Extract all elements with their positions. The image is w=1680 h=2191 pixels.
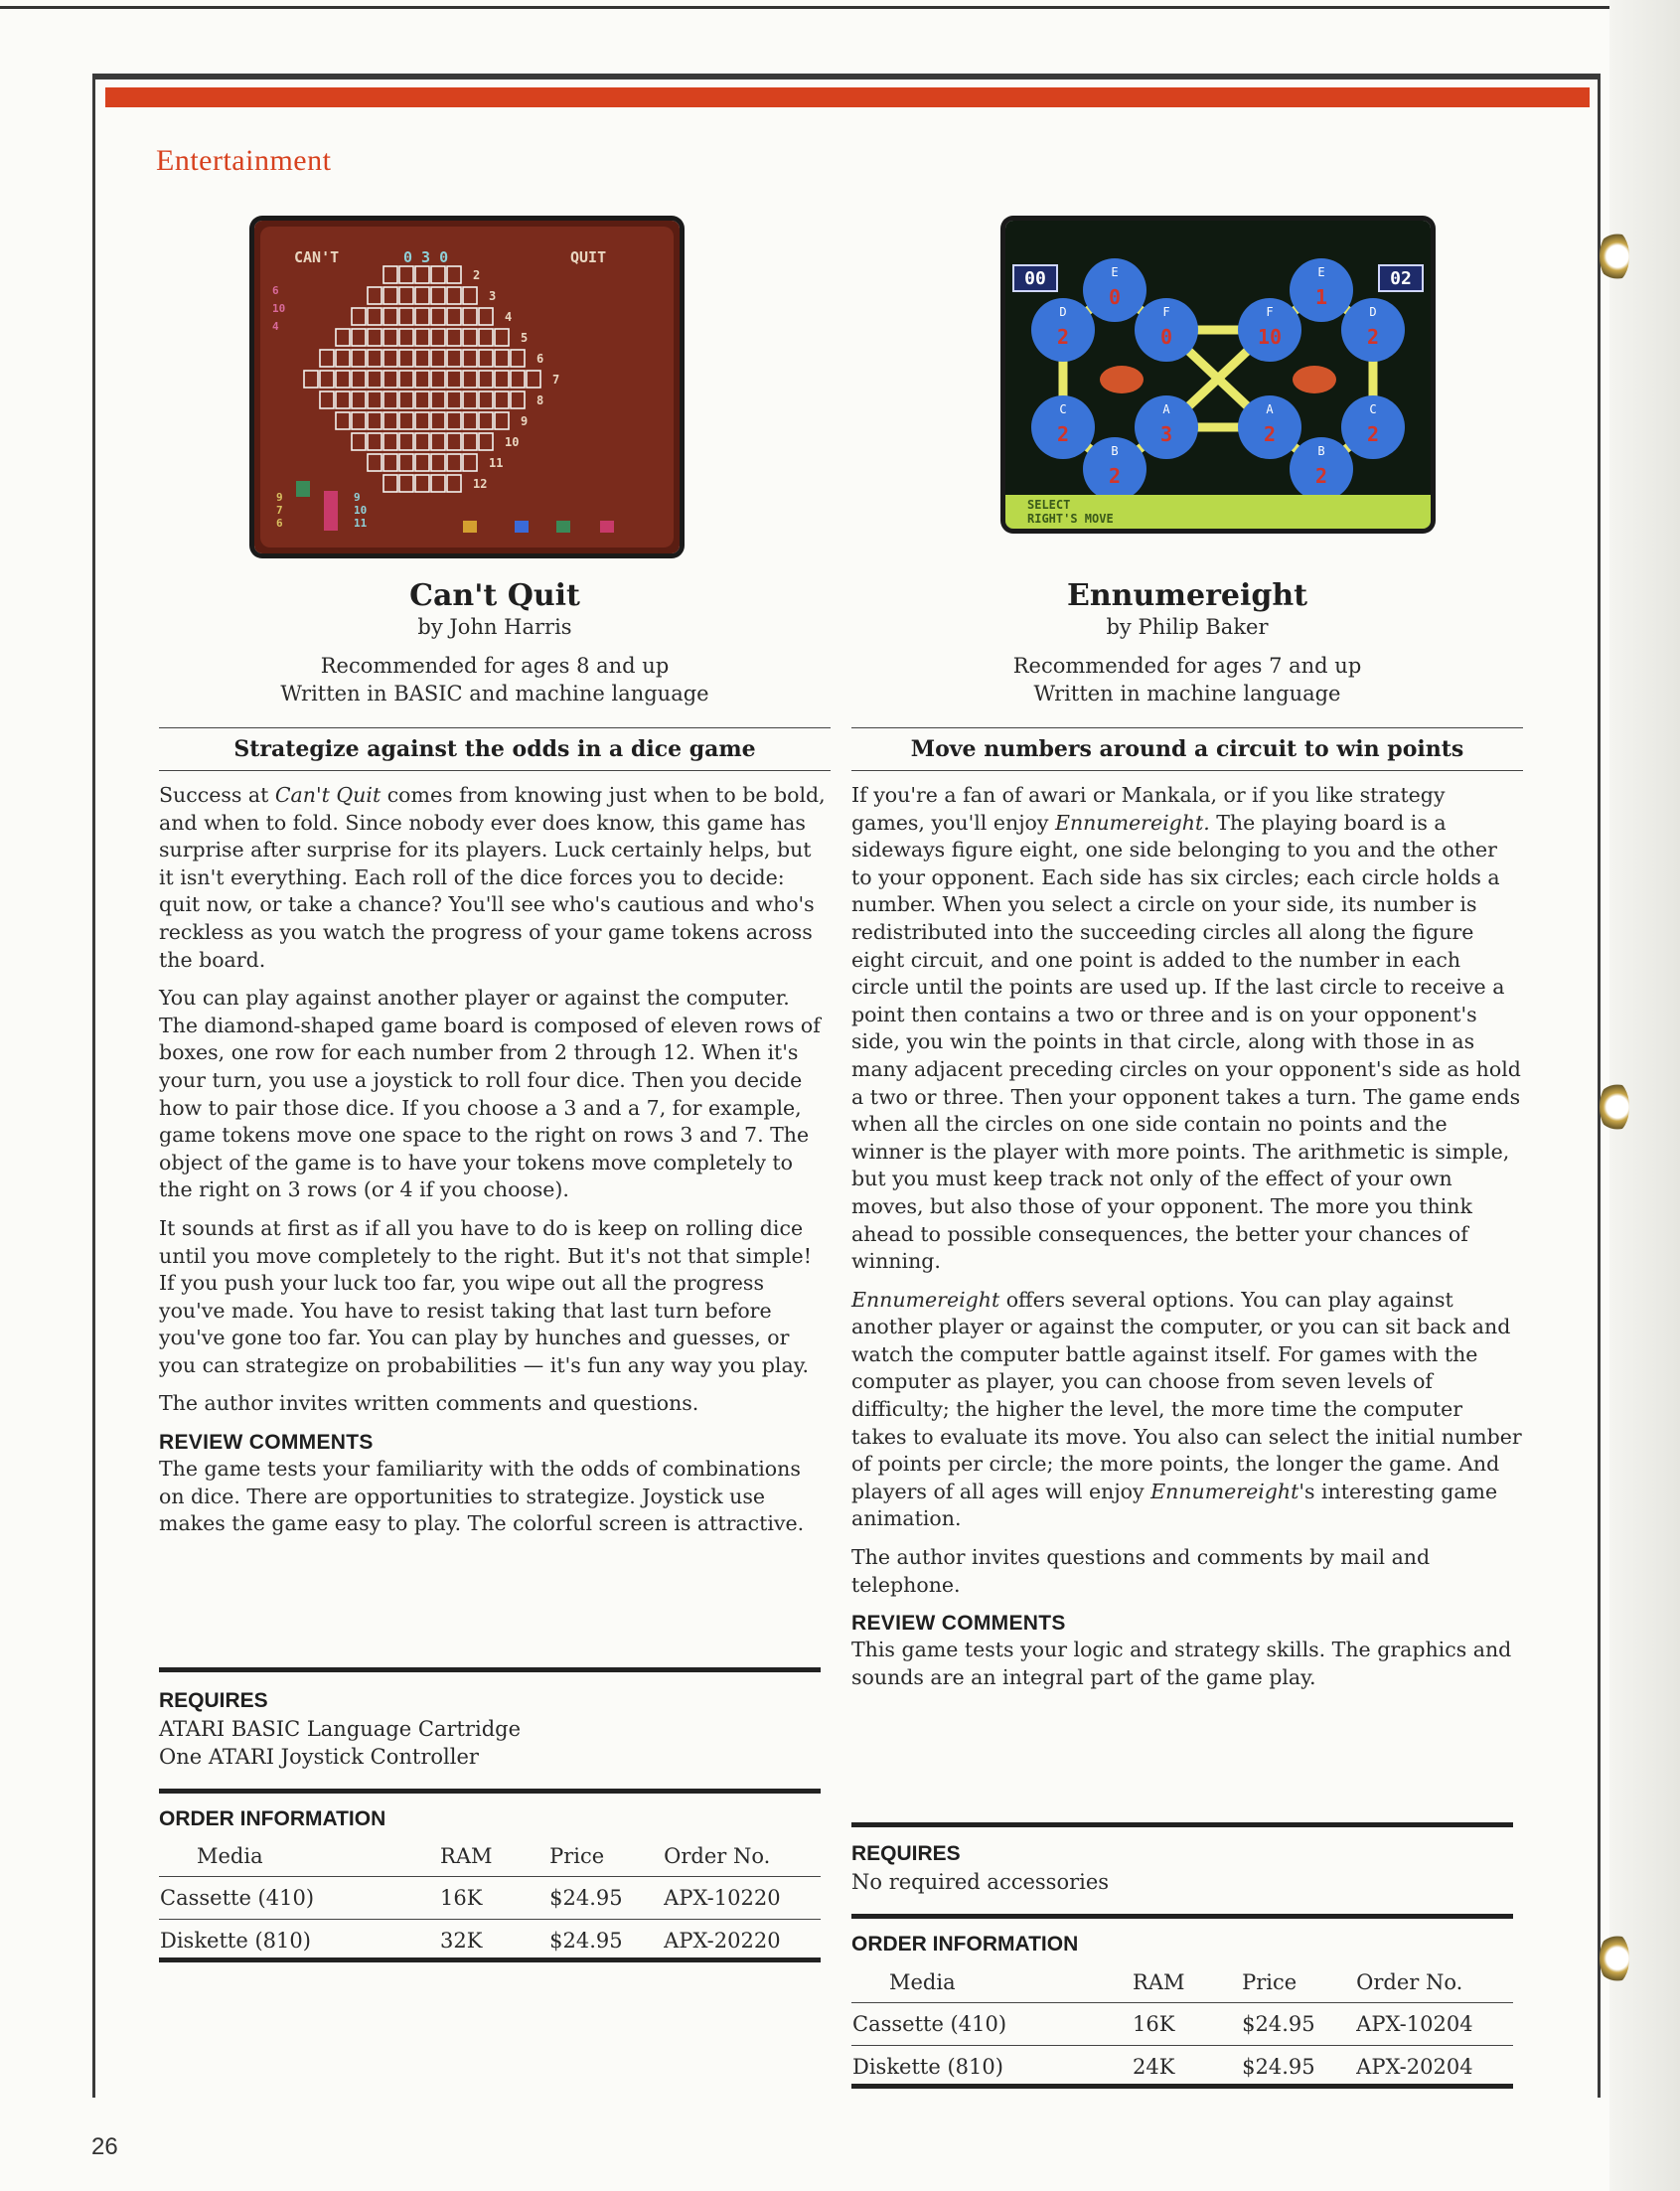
circle-value: 1 bbox=[1314, 285, 1328, 309]
paragraph: It sounds at first as if all you have to do is keep on rolling dice until you move completely to the right. But it's not that simple! If you push your luck too far, you wipe out all the progress you've made. You have to resist taking that last turn before you've gone too far. You can play by hunches and guesses, or you can strategize on probabilities — it's fun any way you play. bbox=[159, 1215, 812, 1377]
cant-quit-screenshot bbox=[254, 221, 680, 553]
circle-value: 0 bbox=[1108, 285, 1122, 309]
paragraph: The author invites questions and comments by mail and telephone. bbox=[851, 1545, 1431, 1597]
row-number: 3 bbox=[489, 289, 497, 303]
bottom-number: 9 bbox=[276, 491, 283, 504]
circle-label: C bbox=[1369, 402, 1377, 416]
order-table bbox=[851, 1962, 1513, 2088]
price-cell: $24.95 bbox=[1242, 2055, 1315, 2079]
order-table bbox=[159, 1836, 821, 1961]
requires-item: One ATARI Joystick Controller bbox=[159, 1745, 479, 1769]
circle-value: 2 bbox=[1056, 325, 1070, 349]
circle-value: 2 bbox=[1056, 422, 1070, 446]
bottom-number: 11 bbox=[354, 517, 368, 530]
requires-heading: REQUIRES bbox=[159, 1689, 268, 1712]
circle-label: E bbox=[1317, 265, 1325, 279]
circle-value: 3 bbox=[1159, 422, 1173, 446]
recommended-ages: Recommended for ages 8 and up bbox=[320, 654, 670, 678]
paragraph: If you're a fan of awari or Mankala, or if you like strategy games, you'll enjoy Ennumereight. The playing board is a sideways figure eight, one side belonging to you and the other to your opponent. Each side has six circles; each circle holds a number. When you select a circle on your side, its number is redistributed into the succeeding circles all along the figure eight circuit, and one point is added to the number in each circle until the points are used up. If the last circle to receive a point then contains a two or three and is on your opponent's side, you win the points in that circle, along with those in as many adjacent preceding circles on your opponent's side as hold a two or three. Then your opponent takes a turn. The game ends when all the circles on one side contain no points and the winner is the player with more points. The arithmetic is simple, but you must keep track not only of the effect of your own moves, but also those of your opponent. The more you think ahead to possible consequences, the better your chances of winning. bbox=[851, 783, 1521, 1274]
section-heading: Entertainment bbox=[156, 144, 332, 177]
screen-header-right: QUIT bbox=[570, 248, 607, 266]
column-header: Price bbox=[548, 1836, 663, 1877]
section-rule bbox=[851, 1914, 1513, 1919]
circle-value: 2 bbox=[1108, 464, 1122, 488]
ram-cell: 16K bbox=[1132, 2003, 1241, 2046]
score-left: 00 bbox=[1024, 268, 1046, 289]
circle-label: F bbox=[1266, 305, 1274, 319]
row-number: 6 bbox=[536, 352, 544, 366]
column-header: Media bbox=[851, 1962, 1132, 2003]
written-language: Written in machine language bbox=[1033, 682, 1341, 705]
row-number: 12 bbox=[473, 477, 488, 491]
column-header: RAM bbox=[439, 1836, 548, 1877]
order-heading-block bbox=[851, 1931, 1523, 1958]
order-heading: ORDER INFORMATION bbox=[851, 1933, 1079, 1956]
order-heading-block bbox=[159, 1805, 831, 1833]
frame-top bbox=[92, 74, 1601, 79]
bottom-number: 10 bbox=[354, 504, 368, 517]
circle-value: 2 bbox=[1263, 422, 1277, 446]
price-cell: $24.95 bbox=[1241, 2003, 1355, 2046]
tagline-box bbox=[851, 727, 1523, 771]
order-no-cell: APX-10204 bbox=[1355, 2003, 1513, 2046]
table-row bbox=[159, 1920, 821, 1962]
circle-label: B bbox=[1317, 444, 1325, 458]
bottom-number: 6 bbox=[276, 517, 283, 530]
side-number: 10 bbox=[272, 302, 286, 315]
score-right: 02 bbox=[1390, 268, 1412, 289]
ennumereight-screenshot bbox=[1005, 221, 1431, 529]
review-heading: REVIEW COMMENTS bbox=[159, 1431, 374, 1455]
row-number: 10 bbox=[505, 435, 520, 449]
screen-header-left: CAN'T bbox=[294, 248, 340, 266]
order-no-cell: APX-20220 bbox=[664, 1929, 781, 1953]
requires-heading: REQUIRES bbox=[851, 1842, 961, 1865]
paragraph: Success at Can't Quit comes from knowing just when to be bold, and when to fold. Since nobody ever does know, this game has surprise after surprise for its players. Luck certainly helps, but it isn't everything. Each roll of the dice forces you to decide: quit now, or take a chance? You'll see who's cautious and who's reckless as you watch the progress of your game tokens across the board. bbox=[159, 783, 826, 972]
section-rule bbox=[851, 1822, 1513, 1827]
top-edge-line bbox=[0, 6, 1680, 9]
frame-right bbox=[1598, 76, 1601, 2098]
written-language: Written in BASIC and machine language bbox=[280, 682, 709, 705]
binder-ring bbox=[1600, 231, 1629, 282]
order-no-cell: APX-20204 bbox=[1356, 2055, 1473, 2079]
review-heading: REVIEW COMMENTS bbox=[851, 1612, 1066, 1636]
circle-label: E bbox=[1111, 265, 1119, 279]
ram-cell: 24K bbox=[1133, 2055, 1175, 2079]
section-color-bar bbox=[105, 87, 1590, 107]
circle-label: F bbox=[1162, 305, 1170, 319]
column-header: Order No. bbox=[663, 1836, 821, 1877]
circle-label: A bbox=[1162, 402, 1170, 416]
ennumereight-screen bbox=[1005, 221, 1431, 529]
binder-ring bbox=[1600, 1933, 1629, 1984]
tagline-box bbox=[159, 727, 831, 771]
section-rule bbox=[159, 1789, 821, 1794]
order-heading: ORDER INFORMATION bbox=[159, 1807, 386, 1830]
column-header: Order No. bbox=[1355, 1962, 1513, 2003]
order-header-row bbox=[159, 1836, 821, 1877]
price-cell: $24.95 bbox=[548, 1877, 663, 1920]
media-cell: Diskette (810) bbox=[852, 2055, 1003, 2079]
product-meta bbox=[159, 652, 831, 707]
requires-item: ATARI BASIC Language Cartridge bbox=[159, 1717, 522, 1741]
row-number: 5 bbox=[521, 331, 529, 345]
section-rule bbox=[159, 1667, 821, 1672]
side-number: 6 bbox=[272, 284, 279, 297]
circle-label: D bbox=[1059, 305, 1067, 319]
order-no-cell: APX-10220 bbox=[663, 1877, 821, 1920]
recommended-ages: Recommended for ages 7 and up bbox=[1012, 654, 1362, 678]
requires-item: No required accessories bbox=[851, 1870, 1110, 1894]
row-number: 8 bbox=[536, 393, 544, 407]
table-row bbox=[851, 2046, 1513, 2089]
tagline: Strategize against the odds in a dice game bbox=[233, 736, 756, 762]
paragraph: Ennumereight offers several options. You can play against another player or against the computer, or you can sit back and watch the computer battle against itself. For games with the computer as player, you can choose from seven levels of difficulty; the higher the level, the more time the computer takes to evaluate its move. You also can select the initial number of points per circle; the more points, the longer the game. And players of all ages will enjoy Ennumereight's interesting game animation. bbox=[851, 1287, 1522, 1531]
paragraph: The author invites written comments and questions. bbox=[159, 1391, 699, 1416]
table-row bbox=[851, 2003, 1513, 2046]
circle-value: 2 bbox=[1366, 422, 1380, 446]
bottom-number: 9 bbox=[354, 491, 361, 504]
circle-value: 10 bbox=[1257, 325, 1283, 349]
media-cell: Cassette (410) bbox=[851, 2003, 1132, 2046]
circle-label: D bbox=[1369, 305, 1377, 319]
order-header-row bbox=[851, 1962, 1513, 2003]
circle-label: C bbox=[1059, 402, 1067, 416]
product-title: Can't Quit bbox=[409, 578, 580, 613]
side-number: 4 bbox=[272, 320, 279, 333]
media-cell: Cassette (410) bbox=[159, 1877, 439, 1920]
review-comments: The game tests your familiarity with the odds of combinations on dice. There are opportunities to strategize. Joystick use makes the game easy to play. The colorful screen is attractive. bbox=[159, 1457, 805, 1536]
column-header: RAM bbox=[1132, 1962, 1241, 2003]
product-author: by John Harris bbox=[417, 615, 572, 639]
section-rule bbox=[159, 1957, 821, 1962]
product-author: by Philip Baker bbox=[1106, 615, 1269, 639]
circle-value: 2 bbox=[1366, 325, 1380, 349]
row-number: 9 bbox=[521, 414, 529, 428]
media-cell: Diskette (810) bbox=[160, 1929, 311, 1953]
screen-header-digits: 0 3 0 bbox=[403, 248, 449, 266]
row-number: 4 bbox=[505, 310, 513, 324]
row-number: 7 bbox=[552, 373, 560, 387]
column-header: Price bbox=[1241, 1962, 1355, 2003]
row-number: 2 bbox=[473, 268, 481, 282]
column-header: Media bbox=[159, 1836, 439, 1877]
frame-left bbox=[92, 76, 95, 2098]
section-rule bbox=[851, 2084, 1513, 2089]
price-cell: $24.95 bbox=[549, 1929, 623, 1953]
cant-quit-screen bbox=[254, 221, 680, 553]
tagline: Move numbers around a circuit to win points bbox=[910, 736, 1464, 762]
bottom-number: 7 bbox=[276, 504, 283, 517]
table-row bbox=[159, 1877, 821, 1920]
review-comments: This game tests your logic and strategy skills. The graphics and sounds are an integral part of the game play. bbox=[851, 1638, 1512, 1689]
status-line-1: SELECT bbox=[1027, 498, 1071, 512]
status-line-2: RIGHT'S MOVE bbox=[1027, 512, 1114, 526]
description bbox=[851, 782, 1523, 1702]
circle-label: B bbox=[1111, 444, 1119, 458]
paragraph: You can play against another player or against the computer. The diamond-shaped game board is composed of eleven rows of boxes, one row for each number from 2 through 12. When it's your turn, you use a joystick to roll four dice. Then you decide how to pair those dice. If you choose a 3 and a 7, for example, game tokens move one space to the right on rows 3 and 7. The object of the game is to have your tokens move completely to the right on 3 rows (or 4 if you choose). bbox=[159, 986, 821, 1202]
product-title: Ennumereight bbox=[1066, 578, 1308, 613]
product-meta bbox=[851, 652, 1523, 707]
ram-cell: 32K bbox=[440, 1929, 483, 1953]
description bbox=[159, 782, 831, 1549]
circle-value: 0 bbox=[1159, 325, 1173, 349]
circle-value: 2 bbox=[1314, 464, 1328, 488]
requires-block bbox=[159, 1687, 831, 1771]
circle-label: A bbox=[1266, 402, 1274, 416]
requires-block bbox=[851, 1840, 1523, 1896]
binder-ring bbox=[1600, 1081, 1629, 1133]
row-number: 11 bbox=[489, 456, 504, 470]
page-number: 26 bbox=[91, 2133, 118, 2160]
ram-cell: 16K bbox=[439, 1877, 548, 1920]
